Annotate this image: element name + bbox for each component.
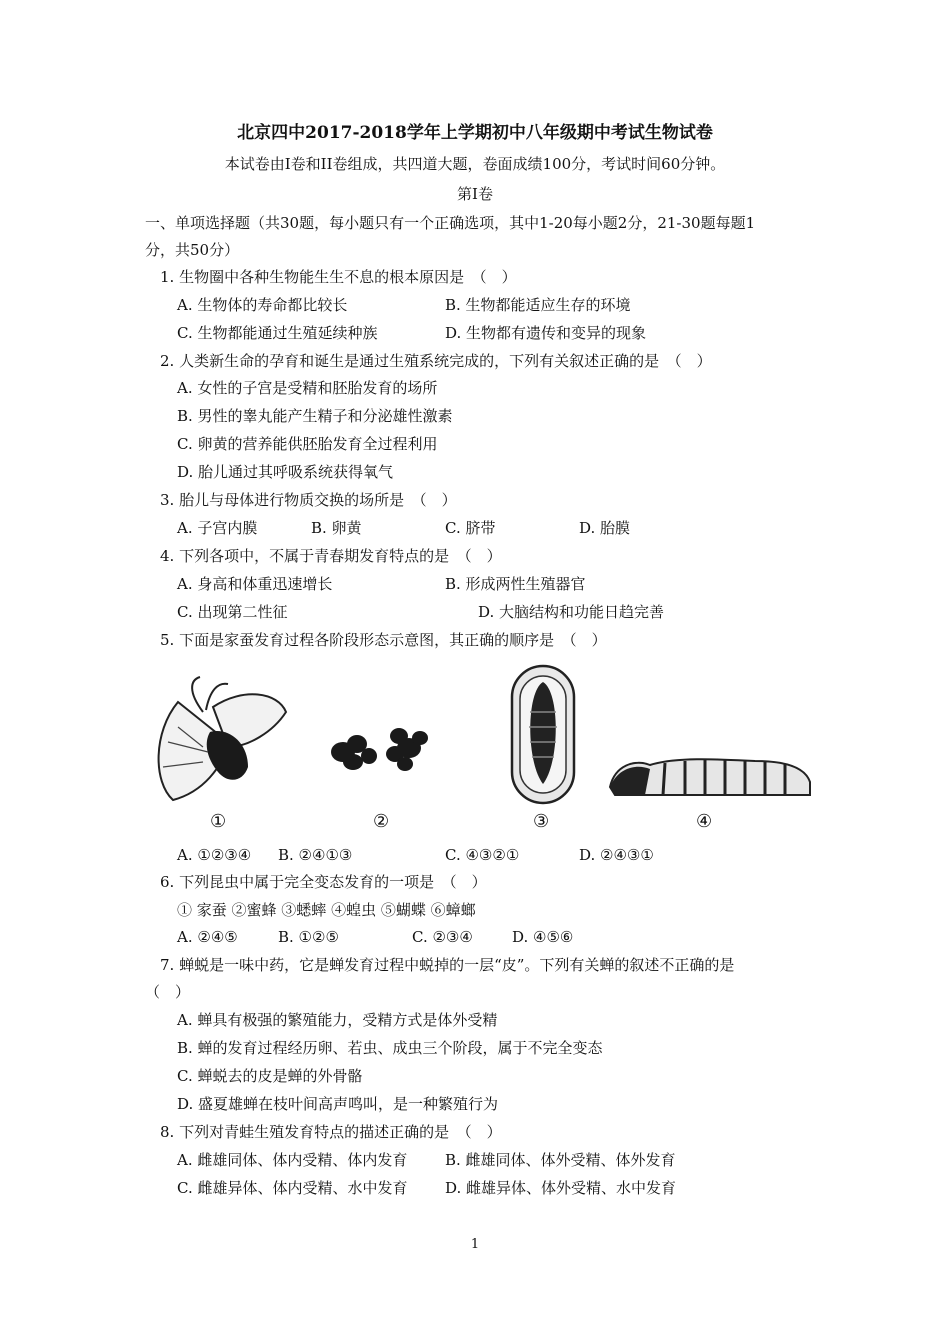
page-number: 1	[470, 1237, 480, 1252]
exam-title: 北京四中2017-2018学年上学期初中八年级期中考试生物试卷	[237, 123, 713, 143]
part1-heading-line1: 一、单项选择题（共30题，每小题只有一个正确选项，其中1-20每小题2分，21-30题每题1	[145, 214, 756, 232]
question-8-stem: 8. 下列对青蛙生殖发育特点的描述正确的是 （ ）	[160, 1123, 502, 1141]
question-6-option-d: D. ④⑤⑥	[512, 928, 574, 946]
question-7-option-c: C. 蝉蜕去的皮是蝉的外骨骼	[177, 1067, 363, 1085]
question-5-option-a: A. ①②③④	[177, 846, 252, 864]
question-8-option-a: A. 雌雄同体、体内受精、体内发育	[177, 1151, 408, 1169]
question-5-option-b: B. ②④①③	[278, 846, 353, 864]
question-2-stem: 2. 人类新生命的孕育和诞生是通过生殖系统完成的，下列有关叙述正确的是 （ ）	[160, 352, 712, 370]
question-3-stem: 3. 胎儿与母体进行物质交换的场所是 （ ）	[160, 491, 457, 509]
question-7-stem-continued: （ ）	[145, 983, 191, 1001]
question-8-option-c: C. 雌雄异体、体内受精、水中发育	[177, 1179, 408, 1197]
question-7-option-d: D. 盛夏雄蝉在枝叶间高声鸣叫，是一种繁殖行为	[177, 1095, 499, 1113]
question-8-option-d: D. 雌雄异体、体外受精、水中发育	[445, 1179, 677, 1197]
question-4-option-c: C. 出现第二性征	[177, 603, 288, 621]
figure-label-3: ③	[533, 811, 550, 832]
question-1-stem: 1. 生物圈中各种生物能生生不息的根本原因是 （ ）	[160, 268, 517, 286]
question-3-option-d: D. 胎膜	[579, 519, 631, 537]
adult-moth-illustration	[148, 672, 288, 807]
eggs-illustration	[325, 722, 435, 782]
exam-intro: 本试卷由I卷和II卷组成，共四道大题，卷面成绩100分，考试时间60分钟。	[224, 155, 726, 173]
figure-label-1: ①	[210, 811, 227, 832]
question-6-stem: 6. 下列昆虫中属于完全变态发育的一项是 （ ）	[160, 873, 487, 891]
question-6-option-c: C. ②③④	[412, 928, 473, 946]
question-1-option-d: D. 生物都有遗传和变异的现象	[445, 324, 647, 342]
question-5-option-c: C. ④③②①	[445, 846, 520, 864]
question-6-option-a: A. ②④⑤	[177, 928, 238, 946]
larva-silkworm-illustration	[605, 747, 815, 802]
question-5-stem: 5. 下面是家蚕发育过程各阶段形态示意图，其正确的顺序是 （ ）	[160, 631, 607, 649]
question-4-option-a: A. 身高和体重迅速增长	[177, 575, 333, 593]
question-4-stem: 4. 下列各项中，不属于青春期发育特点的是 （ ）	[160, 547, 502, 565]
figure-label-4: ④	[696, 811, 713, 832]
question-1-option-b: B. 生物都能适应生存的环境	[445, 296, 631, 314]
question-6-option-b: B. ①②⑤	[278, 928, 339, 946]
silkworm-stages-figure	[140, 662, 820, 838]
section-heading: 第I卷	[457, 185, 493, 203]
question-3-option-c: C. 脐带	[445, 519, 496, 537]
question-1-option-a: A. 生物体的寿命都比较长	[177, 296, 348, 314]
question-5-option-d: D. ②④③①	[579, 846, 654, 864]
question-6-items: ① 家蚕 ②蜜蜂 ③蟋蟀 ④蝗虫 ⑤蝴蝶 ⑥蟑螂	[177, 901, 476, 919]
question-2-option-d: D. 胎儿通过其呼吸系统获得氧气	[177, 463, 394, 481]
question-7-option-b: B. 蝉的发育过程经历卵、若虫、成虫三个阶段，属于不完全变态	[177, 1039, 603, 1057]
question-2-option-c: C. 卵黄的营养能供胚胎发育全过程利用	[177, 435, 438, 453]
question-7-option-a: A. 蝉具有极强的繁殖能力，受精方式是体外受精	[177, 1011, 498, 1029]
pupa-cocoon-illustration	[508, 662, 578, 807]
question-7-stem: 7. 蝉蜕是一味中药，它是蝉发育过程中蜕掉的一层“皮”。下列有关蝉的叙述不正确的是	[160, 956, 735, 974]
question-4-option-d: D. 大脑结构和功能日趋完善	[478, 603, 665, 621]
question-3-option-a: A. 子宫内膜	[177, 519, 258, 537]
question-2-option-a: A. 女性的子宫是受精和胚胎发育的场所	[177, 379, 438, 397]
question-1-option-c: C. 生物都能通过生殖延续种族	[177, 324, 378, 342]
question-8-option-b: B. 雌雄同体、体外受精、体外发育	[445, 1151, 676, 1169]
question-2-option-b: B. 男性的睾丸能产生精子和分泌雄性激素	[177, 407, 453, 425]
part1-heading-line2: 分，共50分）	[145, 241, 240, 259]
question-3-option-b: B. 卵黄	[311, 519, 362, 537]
figure-label-2: ②	[373, 811, 390, 832]
question-4-option-b: B. 形成两性生殖器官	[445, 575, 586, 593]
